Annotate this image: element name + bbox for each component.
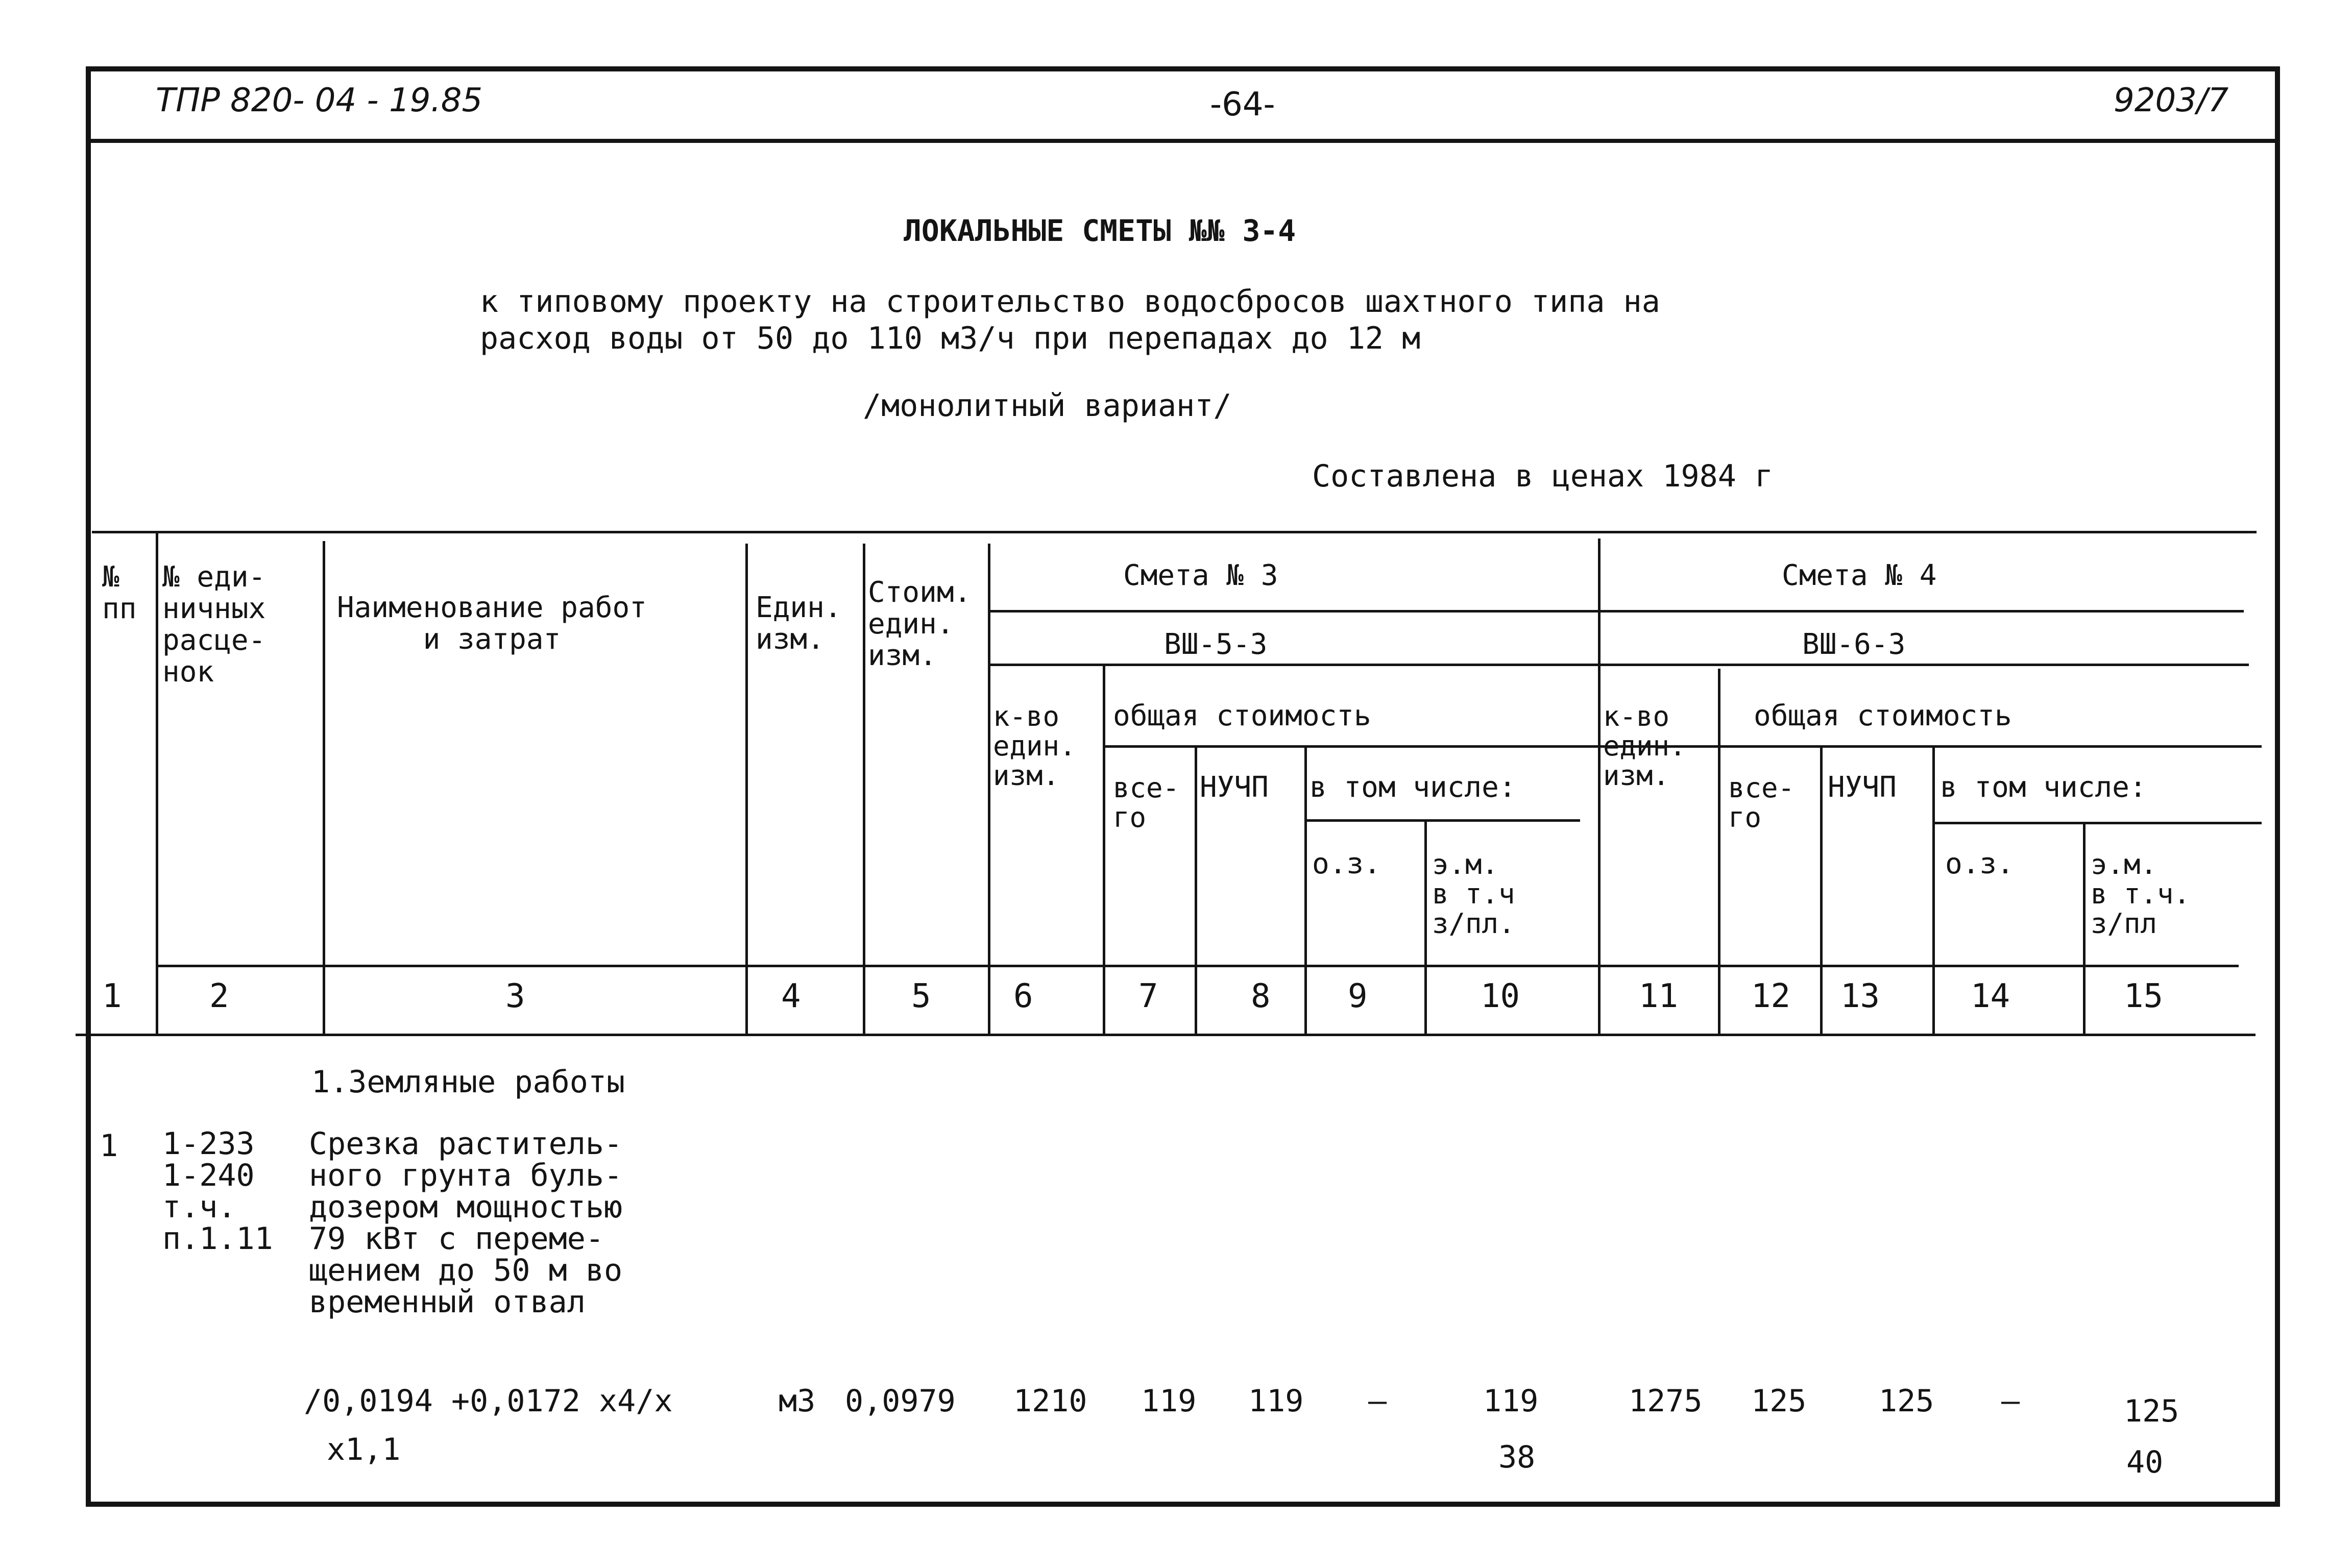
unit-cost: 0,0979 <box>845 1383 956 1419</box>
smeta-3-code: ВШ-5-3 <box>1164 628 1268 661</box>
col-header-unit: Един. изм. <box>756 591 842 656</box>
section-title: 1.Земляные работы <box>311 1064 625 1100</box>
quantity-formula: /0,0194 +0,0172 х4/х <box>304 1383 673 1419</box>
col-number: 9 <box>1348 977 1368 1015</box>
smeta-4-code: ВШ-6-3 <box>1802 628 1906 661</box>
col-sep <box>1718 669 1720 1034</box>
col-number: 14 <box>1971 977 2010 1015</box>
s4-oz: – <box>2001 1383 2020 1419</box>
col-sep <box>745 544 748 1034</box>
s4-em: 125 <box>2124 1393 2179 1429</box>
subtitle-line-1: к типовому проекту на строительство водосбросов шахтного типа на <box>480 284 1660 320</box>
s4-quantity: 1275 <box>1629 1383 1703 1419</box>
col-number: 11 <box>1639 977 1679 1015</box>
s4-qty-header: к-во един. изм. <box>1603 700 1686 792</box>
s4-incl-header: в том числе: <box>1940 771 2147 804</box>
s4-oz-header: о.з. <box>1945 847 2014 880</box>
col-number: 13 <box>1840 977 1880 1015</box>
s4-em-wage: 40 <box>2126 1444 2164 1480</box>
incl-line-4 <box>1932 822 2262 824</box>
col-header-unit-cost: Стоим. един. изм. <box>868 576 972 672</box>
col-number: 3 <box>505 977 525 1015</box>
quantity-formula-cont: х1,1 <box>327 1432 401 1467</box>
s4-em-header: э.м. в т.ч. з/пл <box>2091 848 2191 940</box>
s3-total: 119 <box>1141 1383 1197 1419</box>
s3-total-header: все- го <box>1113 772 1180 834</box>
row-number: 1 <box>100 1128 118 1164</box>
smeta-title-line <box>988 610 2244 612</box>
s3-em-header: э.м. в т.ч з/пл. <box>1432 848 1515 940</box>
s4-total-header: все- го <box>1728 772 1795 834</box>
col-number-line <box>156 965 2239 967</box>
col-sep <box>1103 664 1105 1034</box>
s3-oz: – <box>1368 1383 1387 1419</box>
subtitle-line-2: расход воды от 50 до 110 м3/ч при перепадах до 12 м <box>480 321 1421 356</box>
unit: м3 <box>779 1383 816 1419</box>
col-number: 2 <box>209 977 229 1015</box>
table-header-bottom <box>76 1034 2256 1036</box>
header-divider <box>86 139 2280 143</box>
price-basis: Составлена в ценах 1984 г <box>1312 458 1774 494</box>
s3-incl-header: в том числе: <box>1310 771 1516 804</box>
col-sep <box>1932 748 1935 1036</box>
col-number: 5 <box>911 977 931 1015</box>
work-description: Срезка раститель- ного грунта буль- дозером мощностью 79 кВт с переме- щением до 50 м во временный отвал <box>309 1126 623 1320</box>
col-sep <box>323 541 325 1034</box>
col-number: 4 <box>781 977 801 1015</box>
s3-quantity: 1210 <box>1013 1383 1087 1419</box>
col-number: 7 <box>1138 977 1158 1015</box>
col-header-no: № пп <box>102 560 137 625</box>
sheet-number: 9203/7 <box>2114 82 2229 119</box>
col-number: 6 <box>1013 977 1033 1015</box>
col-sep <box>156 533 158 1034</box>
smeta-3-title: Смета № 3 <box>1123 559 1278 592</box>
col-number: 1 <box>102 977 122 1015</box>
s3-oz-header: о.з. <box>1312 847 1381 880</box>
page-number: -64- <box>1210 86 1275 124</box>
variant-label: /монолитный вариант/ <box>863 388 1232 424</box>
col-sep <box>1820 748 1823 1034</box>
col-sep <box>1304 745 1307 1034</box>
smeta-4-title: Смета № 4 <box>1782 559 1937 592</box>
s4-total-cost-header: общая стоимость <box>1754 699 2012 732</box>
col-sep <box>1195 745 1197 1034</box>
smeta-code-line <box>988 664 2249 666</box>
s4-nuchp-header: НУЧП <box>1828 771 1897 804</box>
s3-em-wage: 38 <box>1498 1439 1536 1475</box>
table-top-line <box>92 531 2257 533</box>
s3-nuchp-header: НУЧП <box>1200 771 1269 804</box>
col-sep <box>2083 824 2086 1036</box>
s3-total-cost-header: общая стоимость <box>1113 699 1371 732</box>
rate-codes: 1-233 1-240 т.ч. п.1.11 <box>162 1126 273 1257</box>
incl-line-3 <box>1304 819 1580 822</box>
col-number: 10 <box>1481 977 1520 1015</box>
document-title: ЛОКАЛЬНЫЕ СМЕТЫ №№ 3-4 <box>904 213 1296 248</box>
col-number: 8 <box>1251 977 1271 1015</box>
col-header-work-name: Наименование работ и затрат <box>337 591 647 656</box>
s4-total: 125 <box>1751 1383 1807 1419</box>
s3-qty-header: к-во един. изм. <box>993 700 1076 792</box>
col-sep <box>1424 822 1427 1034</box>
doc-code: ТПР 820- 04 - 19.85 <box>156 82 483 119</box>
col-sep <box>863 544 865 1034</box>
col-number: 12 <box>1751 977 1791 1015</box>
col-number: 15 <box>2124 977 2164 1015</box>
col-header-rate-no: № еди- ничных расце- нок <box>162 560 266 689</box>
s3-nuchp: 119 <box>1248 1383 1304 1419</box>
s3-em: 119 <box>1483 1383 1539 1419</box>
col-sep <box>988 544 990 1034</box>
col-sep <box>1598 538 1601 1034</box>
s4-nuchp: 125 <box>1879 1383 1934 1419</box>
